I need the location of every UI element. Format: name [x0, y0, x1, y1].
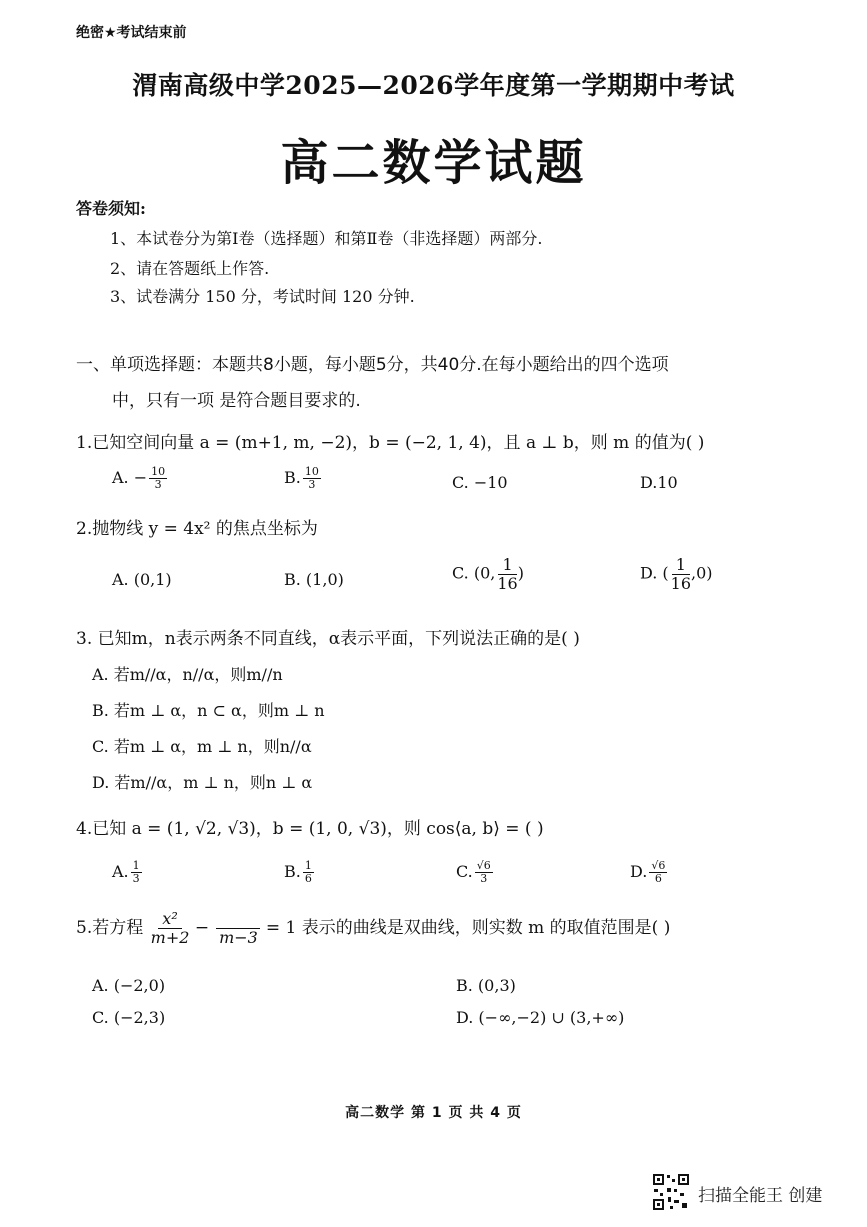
q5-option-a: A. (−2,0) [92, 976, 166, 995]
question-3-stem: 3. 已知m，n表示两条不同直线，α表示平面，下列说法正确的是( ) [76, 629, 580, 649]
q4-option-b: B. $\frac{1}{6}$ [284, 859, 312, 886]
q3-option-a: A. 若m//α，n//α，则m//n [92, 665, 283, 684]
q2-option-b: B. (1,0) [284, 570, 344, 589]
notice-item: 3、试卷满分 150 分，考试时间 120 分钟. [110, 287, 415, 306]
section-heading: 一、单项选择题：本题共8小题，每小题5分，共40分.在每小题给出的四个选项 [76, 355, 669, 375]
q3-option-d: D. 若m//α，m ⊥ n，则n ⊥ α [92, 773, 313, 792]
q5-option-c: C. (−2,3) [92, 1008, 166, 1027]
question-4-stem: 4.已知 a = (1, √2, √3)，b = (1, 0, √3)，则 cos⟨a, b⟩ = ( ) [76, 819, 544, 839]
q5-option-d: D. (−∞,−2) ∪ (3,+∞) [456, 1008, 625, 1027]
school-exam-heading: 渭南高级中学2025—2026学年度第一学期期中考试 [132, 71, 735, 100]
q4-option-c: C. $\frac{√6}{3}$ [456, 859, 491, 886]
q1-option-c: C. −10 [452, 473, 508, 492]
notice-item: 2、请在答题纸上作答. [110, 259, 270, 278]
page-title: 高二数学试题 [280, 135, 587, 191]
question-1-stem: 1.已知空间向量 a = (m+1, m, −2)，b = (−2, 1, 4)，且 a ⊥ b，则 m 的值为( ) [76, 433, 705, 453]
q3-option-b: B. 若m ⊥ α，n ⊂ α，则m ⊥ n [92, 701, 325, 720]
q1-option-d: D.10 [640, 473, 678, 492]
q1-option-b: B. $\frac{10}{3}$ [284, 465, 319, 492]
scanner-watermark: 扫描全能王 创建 [698, 1186, 823, 1206]
q2-option-d: D. ( $\frac{1}{16}$ ,0) [640, 555, 713, 593]
section-heading-cont: 中，只有一项 是符合题目要求的. [112, 391, 361, 411]
notice-heading: 答卷须知: [76, 199, 146, 218]
page-footer: 高二数学 第 1 页 共 4 页 [345, 1105, 522, 1121]
notice-item: 1、本试卷分为第Ⅰ卷（选择题）和第Ⅱ卷（非选择题）两部分. [110, 229, 543, 248]
q1-option-a: A. − $\frac{10}{3}$ [112, 465, 166, 492]
qr-code-icon [652, 1173, 690, 1211]
question-5-stem: 5.若方程 $\frac{\text{x²}}{m+2}$ − m−3 = 1 表示的曲线是双曲线，则实数 m 的取值范围是( ) [76, 909, 671, 947]
q4-option-d: D. $\frac{√6}{6}$ [630, 859, 666, 886]
q2-option-a: A. (0,1) [112, 570, 172, 589]
q5-option-b: B. (0,3) [456, 976, 516, 995]
q4-option-a: A. $\frac{1}{3}$ [112, 859, 140, 886]
question-2-stem: 2.抛物线 y = 4x² 的焦点坐标为 [76, 519, 318, 539]
q2-option-c: C. (0, $\frac{1}{16}$ ) [452, 555, 524, 593]
q3-option-c: C. 若m ⊥ α，m ⊥ n，则n//α [92, 737, 312, 756]
confidential-label: 绝密★考试结束前 [76, 25, 187, 41]
